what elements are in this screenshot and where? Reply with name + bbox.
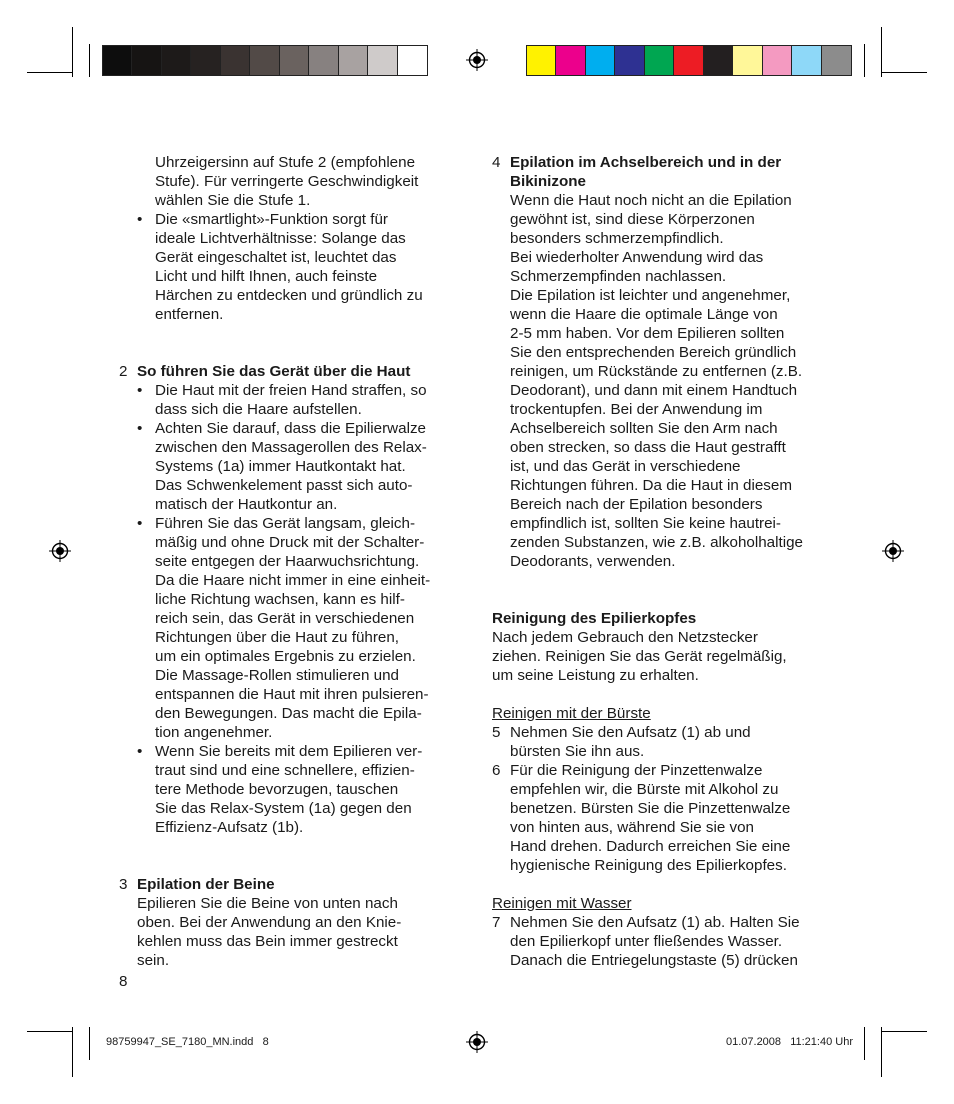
- text-line: tion angenehmer.: [155, 724, 273, 741]
- text-line: empfehlen wir, die Bürste mit Alkohol zu: [510, 781, 779, 798]
- step-number: 7: [492, 914, 501, 931]
- text-line: hygienische Reinigung des Epilierkopfes.: [510, 857, 787, 874]
- text-line: liche Richtung wachsen, kann es hilf-: [155, 591, 405, 608]
- step-7: [492, 913, 842, 970]
- text-line: um ein optimales Ergebnis zu erzielen.: [155, 648, 416, 665]
- color-swatch: [615, 46, 644, 75]
- color-swatch: [162, 46, 191, 75]
- text-line: Richtungen führen. Da die Haut in diesem: [510, 477, 792, 494]
- text-line: dass sich die Haare aufstellen.: [155, 401, 362, 418]
- text-line: seite entgegen der Haarwuchsrichtung.: [155, 553, 420, 570]
- text-line: Hand drehen. Dadurch erreichen Sie eine: [510, 838, 791, 855]
- text-line: Sie den entsprechenden Bereich gründlich: [510, 344, 797, 361]
- cleaning-intro: [492, 628, 842, 685]
- bullet-icon: •: [137, 743, 143, 760]
- color-swatch: [339, 46, 368, 75]
- crop-mark: [72, 1027, 73, 1077]
- text-line: ideale Lichtverhältnisse: Solange das: [155, 230, 406, 247]
- color-swatch: [368, 46, 397, 75]
- text-line: Nehmen Sie den Aufsatz (1) ab und: [510, 724, 751, 741]
- text-line: Da die Haare nicht immer in eine einheit-: [155, 572, 431, 589]
- text-line: tere Methode bevorzugen, tauschen: [155, 781, 399, 798]
- crop-mark: [881, 27, 882, 77]
- text-line: matisch der Hautkontur an.: [155, 496, 338, 513]
- text-line: oben. Bei der Anwendung an den Knie-: [137, 914, 402, 931]
- right-column: [492, 153, 842, 970]
- text-line: Wenn die Haut noch nicht an die Epilation: [510, 192, 792, 209]
- text-line: den Bewegungen. Das macht die Epila-: [155, 705, 422, 722]
- step-5: [492, 723, 842, 761]
- text-line: Nach jedem Gebrauch den Netzstecker: [492, 629, 758, 646]
- text-line: 2-5 mm haben. Vor dem Epilieren sollten: [510, 325, 785, 342]
- text-line: benetzen. Bürsten Sie die Pinzettenwalze: [510, 800, 791, 817]
- crop-mark: [864, 44, 865, 77]
- text-line: gewöhnt ist, sind diese Körperzonen: [510, 211, 755, 228]
- bullet-item: [137, 419, 464, 514]
- text-line: ist, und das Gerät in verschiedene: [510, 458, 741, 475]
- color-swatch: [250, 46, 279, 75]
- bullet-icon: •: [137, 515, 143, 532]
- cleaning-heading: Reinigung des Epilierkopfes: [492, 610, 697, 627]
- text-line: Danach die Entriegelungstaste (5) drücken: [510, 952, 798, 969]
- text-line: ziehen. Reinigen Sie das Gerät regelmäßig,: [492, 648, 787, 665]
- color-swatch: [398, 46, 427, 75]
- text-line: bürsten Sie ihn aus.: [510, 743, 645, 760]
- text-line: Gerät eingeschaltet ist, leuchtet das: [155, 249, 397, 266]
- section-3-body: [119, 894, 464, 970]
- text-line: zenden Substanzen, wie z.B. alkoholhaltige: [510, 534, 803, 551]
- registration-mark-icon: [882, 540, 904, 562]
- grayscale-color-bar: [102, 45, 428, 76]
- text-line: Für die Reinigung der Pinzettenwalze: [510, 762, 763, 779]
- registration-mark-icon: [466, 49, 488, 71]
- text-line: den Epilierkopf unter fließendes Wasser.: [510, 933, 783, 950]
- text-line: Die Epilation ist leichter und angenehmer,: [510, 287, 791, 304]
- color-swatch: [103, 46, 132, 75]
- text-line: besonders schmerzempfindlich.: [510, 230, 724, 247]
- text-line: Die Massage-Rollen stimulieren und: [155, 667, 399, 684]
- text-line: entspannen die Haut mit ihren pulsieren-: [155, 686, 429, 703]
- crop-mark: [881, 72, 927, 73]
- section-number: 2: [119, 363, 128, 380]
- color-swatch: [733, 46, 762, 75]
- bullet-icon: •: [137, 420, 143, 437]
- color-swatch: [309, 46, 338, 75]
- bullet-item: [137, 514, 464, 742]
- text-line: um seine Leistung zu erhalten.: [492, 667, 699, 684]
- text-line: Effizienz-Aufsatz (1b).: [155, 819, 304, 836]
- text-line: sein.: [137, 952, 170, 969]
- color-swatch: [763, 46, 792, 75]
- crop-mark: [881, 1031, 927, 1032]
- crop-mark: [89, 44, 90, 77]
- color-swatch: [280, 46, 309, 75]
- text-line: von hinten aus, während Sie sie von: [510, 819, 755, 836]
- color-swatch: [645, 46, 674, 75]
- registration-mark-icon: [49, 540, 71, 562]
- bullet-icon: •: [137, 211, 143, 228]
- crop-mark: [27, 72, 73, 73]
- brush-subheading: Reinigen mit der Bürste: [492, 705, 651, 722]
- text-line: Deodorants, verwenden.: [510, 553, 676, 570]
- section-title: So führen Sie das Gerät über die Haut: [137, 363, 411, 380]
- text-line: trockentupfen. Bei der Anwendung im: [510, 401, 763, 418]
- text-line: Epilieren Sie die Beine von unten nach: [137, 895, 398, 912]
- text-line: reinigen, um Rückstände zu entfernen (z.B.: [510, 363, 803, 380]
- color-swatch: [586, 46, 615, 75]
- section-4-heading: [492, 153, 842, 191]
- page-number: 8: [119, 973, 128, 990]
- text-line: Die Haut mit der freien Hand straffen, so: [155, 382, 427, 399]
- section-title: Epilation im Achselbereich und in der: [510, 154, 782, 171]
- text-line: kehlen muss das Bein immer gestreckt: [137, 933, 398, 950]
- color-swatch: [704, 46, 733, 75]
- crop-mark: [881, 1027, 882, 1077]
- text-line: Bei wiederholter Anwendung wird das: [510, 249, 764, 266]
- crop-mark: [89, 1027, 90, 1060]
- text-line: oben strecken, so dass die Haut gestrafft: [510, 439, 786, 456]
- text-line: reich sein, das Gerät in verschiedenen: [155, 610, 415, 627]
- process-color-bar: [526, 45, 852, 76]
- text-line: Achten Sie darauf, dass die Epilierwalze: [155, 420, 426, 437]
- text-line: Nehmen Sie den Aufsatz (1) ab. Halten Sie: [510, 914, 800, 931]
- text-line: Wenn Sie bereits mit dem Epilieren ver-: [155, 743, 423, 760]
- text-line: Richtungen über die Haut zu führen,: [155, 629, 400, 646]
- text-line: Härchen zu entdecken und gründlich zu: [155, 287, 423, 304]
- step-6: [492, 761, 842, 875]
- section-2-bullets: [119, 381, 464, 837]
- section-2-heading: [119, 362, 464, 381]
- crop-mark: [864, 1027, 865, 1060]
- registration-mark-icon: [466, 1031, 488, 1053]
- text-line: Führen Sie das Gerät langsam, gleich-: [155, 515, 416, 532]
- color-swatch: [191, 46, 220, 75]
- color-swatch: [132, 46, 161, 75]
- text-line: Bereich nach der Epilation besonders: [510, 496, 763, 513]
- color-swatch: [556, 46, 585, 75]
- water-subheading: Reinigen mit Wasser: [492, 895, 632, 912]
- section-title: Bikinizone: [510, 173, 586, 190]
- text-line: empfindlich ist, sollten Sie keine hautrei-: [510, 515, 781, 532]
- crop-mark: [72, 27, 73, 77]
- text-line: Schmerzempfinden nachlassen.: [510, 268, 727, 285]
- bullet-icon: •: [137, 382, 143, 399]
- section-number: 4: [492, 154, 501, 171]
- text-line: wenn die Haare die optimale Länge von: [510, 306, 778, 323]
- color-swatch: [792, 46, 821, 75]
- color-swatch: [527, 46, 556, 75]
- left-column: [119, 153, 464, 970]
- color-swatch: [221, 46, 250, 75]
- text-line: Licht und hilft Ihnen, auch feinste: [155, 268, 378, 285]
- bullet-item: [137, 742, 464, 837]
- text-line: Uhrzeigersinn auf Stufe 2 (empfohlene: [155, 154, 416, 171]
- text-line: entfernen.: [155, 306, 224, 323]
- step-number: 5: [492, 724, 501, 741]
- crop-mark: [27, 1031, 73, 1032]
- text-line: Das Schwenkelement passt sich auto-: [155, 477, 413, 494]
- color-swatch: [822, 46, 851, 75]
- color-swatch: [674, 46, 703, 75]
- text-line: Achselbereich sollten Sie den Arm nach: [510, 420, 778, 437]
- bullet-item: [119, 210, 464, 324]
- text-line: Die «smartlight»-Funktion sorgt für: [155, 211, 388, 228]
- text-line: Deodorant), und dann mit einem Handtuch: [510, 382, 798, 399]
- text-line: zwischen den Massagerollen des Relax-: [155, 439, 427, 456]
- section-number: 3: [119, 876, 128, 893]
- text-line: Sie das Relax-System (1a) gegen den: [155, 800, 412, 817]
- section-3-heading: [119, 875, 464, 894]
- text-line: mäßig und ohne Druck mit der Schalter-: [155, 534, 425, 551]
- footer-filename: 98759947_SE_7180_MN.indd 8: [106, 1036, 269, 1048]
- text-line: wählen Sie die Stufe 1.: [155, 192, 311, 209]
- text-line: Systems (1a) immer Hautkontakt hat.: [155, 458, 406, 475]
- step-number: 6: [492, 762, 501, 779]
- footer-timestamp: 01.07.2008 11:21:40 Uhr: [725, 1036, 853, 1048]
- bullet-item: [137, 381, 464, 419]
- section-4-body: [492, 191, 842, 571]
- section-title: Epilation der Beine: [137, 876, 275, 893]
- text-line: traut sind und eine schnellere, effizien-: [155, 762, 415, 779]
- text-line: Stufe). Für verringerte Geschwindigkeit: [155, 173, 419, 190]
